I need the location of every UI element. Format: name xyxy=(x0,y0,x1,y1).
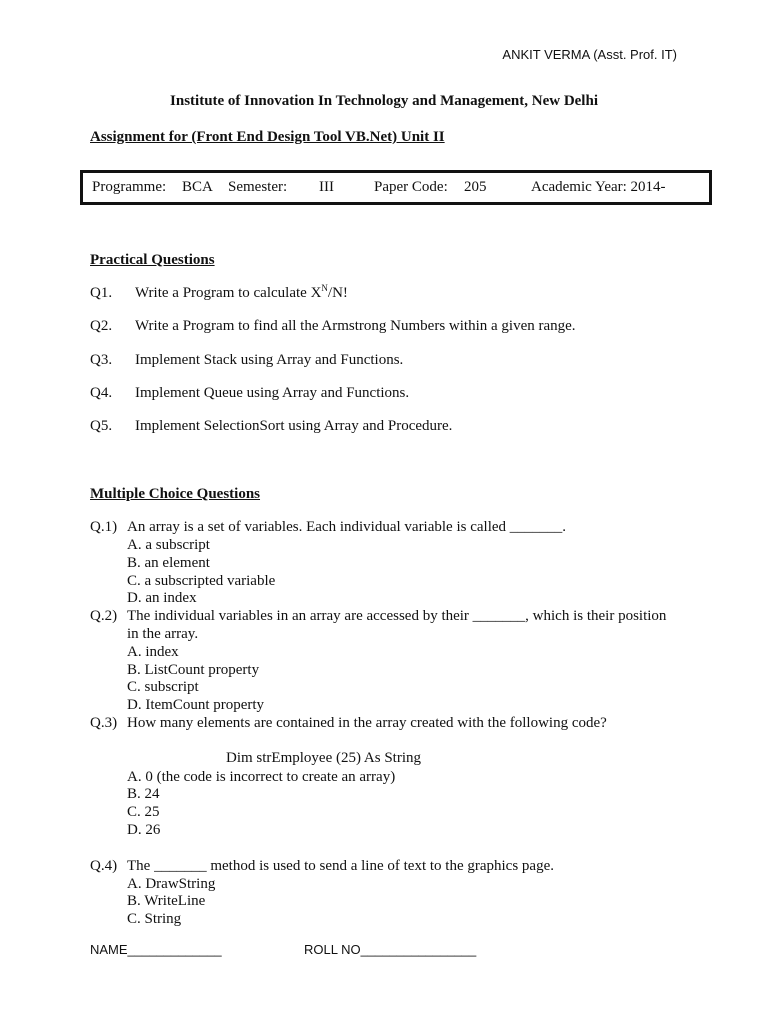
question-number: Q.1) xyxy=(90,519,118,535)
author-credit: ANKIT VERMA (Asst. Prof. IT) xyxy=(502,47,677,62)
question-number: Q5. xyxy=(90,418,113,434)
question-number: Q2. xyxy=(90,318,113,334)
mcq-option: B. an element xyxy=(127,555,210,571)
question-continuation: in the array. xyxy=(127,626,199,642)
mcq-heading: Multiple Choice Questions xyxy=(90,486,261,502)
code-snippet: Dim strEmployee (25) As String xyxy=(226,750,421,766)
question-text: The _______ method is used to send a line of text to the graphics page. xyxy=(127,858,554,874)
paper-code-label: Paper Code: xyxy=(374,179,448,195)
academic-year: Academic Year: 2014- xyxy=(531,179,666,195)
semester-value: III xyxy=(319,179,334,195)
practical-question xyxy=(90,385,409,402)
programme-label: Programme: xyxy=(92,179,167,195)
mcq-option: C. String xyxy=(127,911,182,927)
question-text: How many elements are contained in the array created with the following code? xyxy=(127,715,607,731)
mcq-question xyxy=(90,715,607,732)
paper-code-value: 205 xyxy=(464,179,487,195)
question-text: Implement SelectionSort using Array and Procedure. xyxy=(135,418,453,434)
name-field: NAME_____________ xyxy=(90,942,222,957)
mcq-option: B. ListCount property xyxy=(127,662,260,678)
superscript: N xyxy=(321,283,328,293)
mcq-option: A. DrawString xyxy=(127,876,216,892)
programme-value: BCA xyxy=(182,179,213,195)
practical-heading: Practical Questions xyxy=(90,252,215,268)
mcq-option: C. 25 xyxy=(127,804,160,820)
mcq-question xyxy=(90,608,666,625)
mcq-option: B. WriteLine xyxy=(127,893,206,909)
practical-question xyxy=(90,318,576,335)
question-number: Q3. xyxy=(90,352,113,368)
question-number: Q4. xyxy=(90,385,113,401)
question-text: Implement Stack using Array and Functions. xyxy=(135,352,404,368)
mcq-option: D. 26 xyxy=(127,822,161,838)
mcq-option: B. 24 xyxy=(127,786,160,802)
mcq-option: D. an index xyxy=(127,590,197,606)
question-number: Q.3) xyxy=(90,715,118,731)
practical-question xyxy=(90,285,348,302)
mcq-question xyxy=(90,519,566,536)
practical-question xyxy=(90,418,452,435)
mcq-option: A. index xyxy=(127,644,179,660)
mcq-question xyxy=(90,858,554,875)
mcq-option: D. ItemCount property xyxy=(127,697,265,713)
institute-title: Institute of Innovation In Technology and Management, New Delhi xyxy=(170,93,598,109)
question-text: An array is a set of variables. Each individual variable is called _______. xyxy=(127,519,567,535)
question-number: Q1. xyxy=(90,285,113,301)
question-text: Write a Program to find all the Armstrong Numbers within a given range. xyxy=(135,318,576,334)
mcq-option: A. a subscript xyxy=(127,537,210,553)
question-text: Write a Program to calculate X xyxy=(135,285,322,301)
mcq-option: C. subscript xyxy=(127,679,199,695)
roll-no-field: ROLL NO________________ xyxy=(304,942,477,957)
mcq-option: A. 0 (the code is incorrect to create an array) xyxy=(127,769,396,785)
question-text-suffix: /N! xyxy=(327,285,348,301)
practical-question xyxy=(90,352,403,369)
semester-label: Semester: xyxy=(228,179,288,195)
question-text: The individual variables in an array are accessed by their _______, which is their position xyxy=(127,608,667,624)
course-info-box xyxy=(80,170,712,205)
mcq-option: C. a subscripted variable xyxy=(127,573,276,589)
assignment-title: Assignment for (Front End Design Tool VB.Net) Unit II xyxy=(90,129,445,145)
question-text: Implement Queue using Array and Functions. xyxy=(135,385,410,401)
question-number: Q.4) xyxy=(90,858,118,874)
question-number: Q.2) xyxy=(90,608,118,624)
